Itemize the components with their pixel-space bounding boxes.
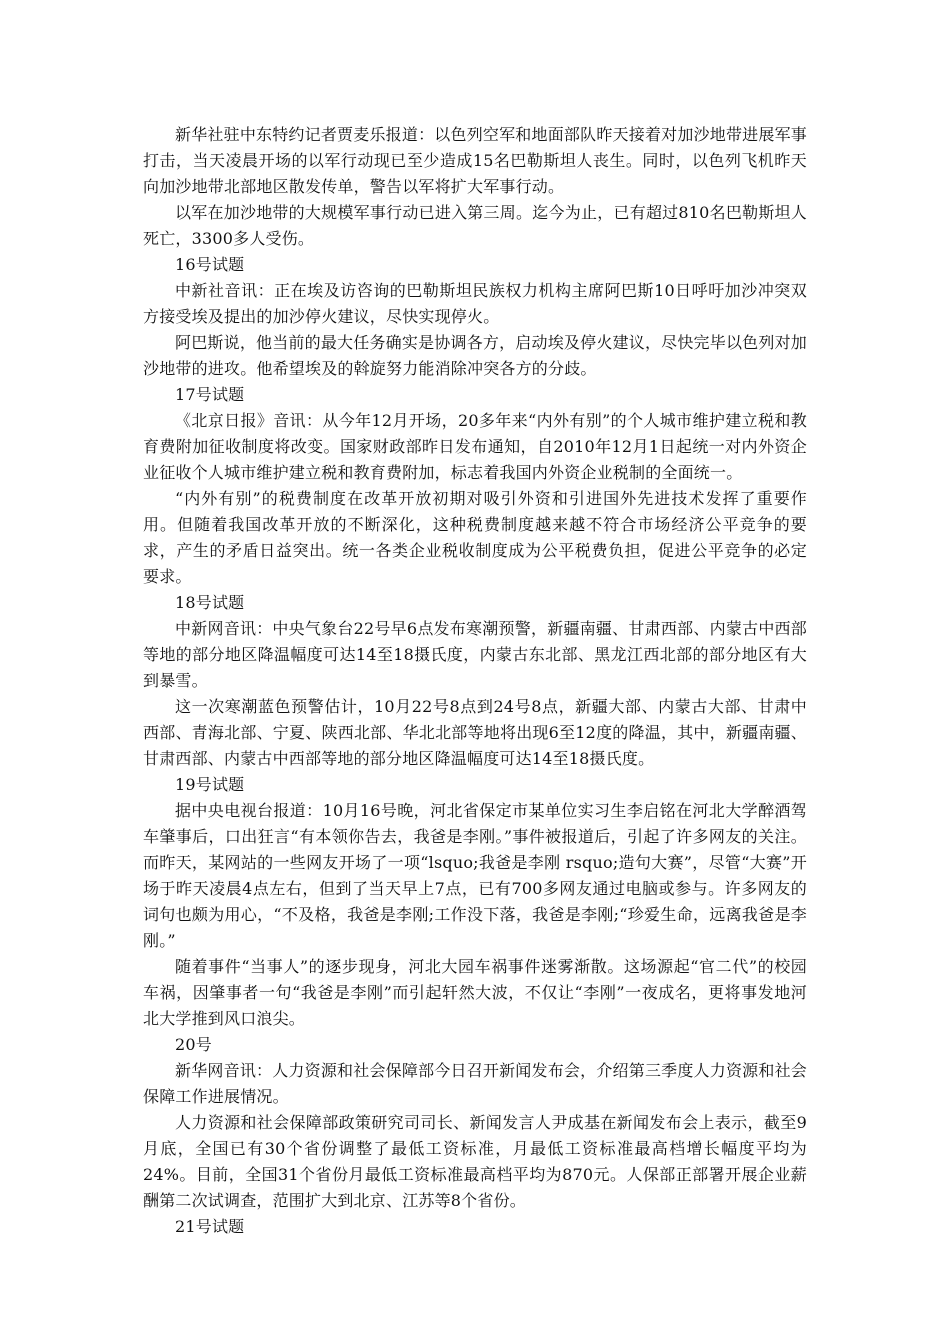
- paragraph: 这一次寒潮蓝色预警估计，10月22号8点到24号8点，新疆大部、内蒙古大部、甘肃中西部、青海北部、宁夏、陕西北部、华北北部等地将出现6至12度的降温，其中，新疆南疆、甘肃西部、内蒙古中西部等地的部分地区降温幅度可达14至18摄氏度。: [143, 697, 807, 768]
- paragraph: “内外有别”的税费制度在改革开放初期对吸引外资和引进国外先进技术发挥了重要作用。但随着我国改革开放的不断深化，这种税费制度越来越不符合市场经济公平竞争的要求，产生的矛盾日益突出。统一各类企业税收制度成为公平税费负担，促进公平竞争的必定要求。: [143, 489, 807, 586]
- paragraph: 新华社驻中东特约记者贾麦乐报道：以色列空军和地面部队昨天接着对加沙地带进展军事打击，当天凌晨开场的以军行动现已至少造成15名巴勒斯坦人丧生。同时，以色列飞机昨天向加沙地带北部地区散发传单，警告以军将扩大军事行动。: [143, 125, 807, 196]
- paragraph: 随着事件“当事人”的逐步现身，河北大园车祸事件迷雾渐散。这场源起“官二代”的校园车祸，因肇事者一句“我爸是李刚”而引起轩然大波，不仅让“李刚”一夜成名，更将事发地河北大学推到风口浪尖。: [143, 957, 807, 1028]
- paragraph: 以军在加沙地带的大规模军事行动已进入第三周。迄今为止，已有超过810名巴勒斯坦人死亡，3300多人受伤。: [143, 203, 807, 248]
- paragraph: 中新社音讯：正在埃及访咨询的巴勒斯坦民族权力机构主席阿巴斯10日呼吁加沙冲突双方接受埃及提出的加沙停火建议，尽快实现停火。: [143, 281, 807, 326]
- section-heading: 17号试题: [175, 385, 245, 404]
- paragraph: 阿巴斯说，他当前的最大任务确实是协调各方，启动埃及停火建议，尽快完毕以色列对加沙地带的进攻。他希望埃及的斡旋努力能消除冲突各方的分歧。: [143, 333, 807, 378]
- section-heading: 20号: [175, 1035, 212, 1054]
- paragraph: 《北京日报》音讯：从今年12月开场，20多年来“内外有别”的个人城市维护建立税和教育费附加征收制度将改变。国家财政部昨日发布通知，自2010年12月1日起统一对内外资企业征收个人城市维护建立税和教育费附加，标志着我国内外资企业税制的全面统一。: [143, 411, 807, 482]
- paragraph: 中新网音讯：中央气象台22号早6点发布寒潮预警，新疆南疆、甘肃西部、内蒙古中西部等地的部分地区降温幅度可达14至18摄氏度，内蒙古东北部、黑龙江西北部的部分地区有大到暴雪。: [143, 619, 807, 690]
- section-heading: 21号试题: [175, 1217, 245, 1236]
- paragraph: 新华网音讯：人力资源和社会保障部今日召开新闻发布会，介绍第三季度人力资源和社会保障工作进展情况。: [143, 1061, 807, 1106]
- document-body: [143, 122, 807, 1240]
- paragraph: 据中央电视台报道：10月16号晚，河北省保定市某单位实习生李启铭在河北大学醉酒驾车肇事后，口出狂言“有本领你告去，我爸是李刚。”事件被报道后，引起了许多网友的关注。而昨天，某网站的一些网友开场了一项“lsquo;我爸是李刚 rsquo;造句大赛”，尽管“大赛”开场于昨天凌晨4点左右，但到了当天早上7点，已有700多网友通过电脑或参与。许多网友的词句也颇为用心，“不及格，我爸是李刚;工作没下落，我爸是李刚;“珍爱生命，远离我爸是李刚。”: [143, 801, 807, 950]
- section-heading: 18号试题: [175, 593, 245, 612]
- paragraph: 人力资源和社会保障部政策研究司司长、新闻发言人尹成基在新闻发布会上表示，截至9月底，全国已有30个省份调整了最低工资标准，月最低工资标准最高档增长幅度平均为24%。目前，全国31个省份月最低工资标准最高档平均为870元。人保部正部署开展企业薪酬第二次试调查，范围扩大到北京、江苏等8个省份。: [143, 1113, 807, 1210]
- section-heading: 19号试题: [175, 775, 245, 794]
- section-heading: 16号试题: [175, 255, 245, 274]
